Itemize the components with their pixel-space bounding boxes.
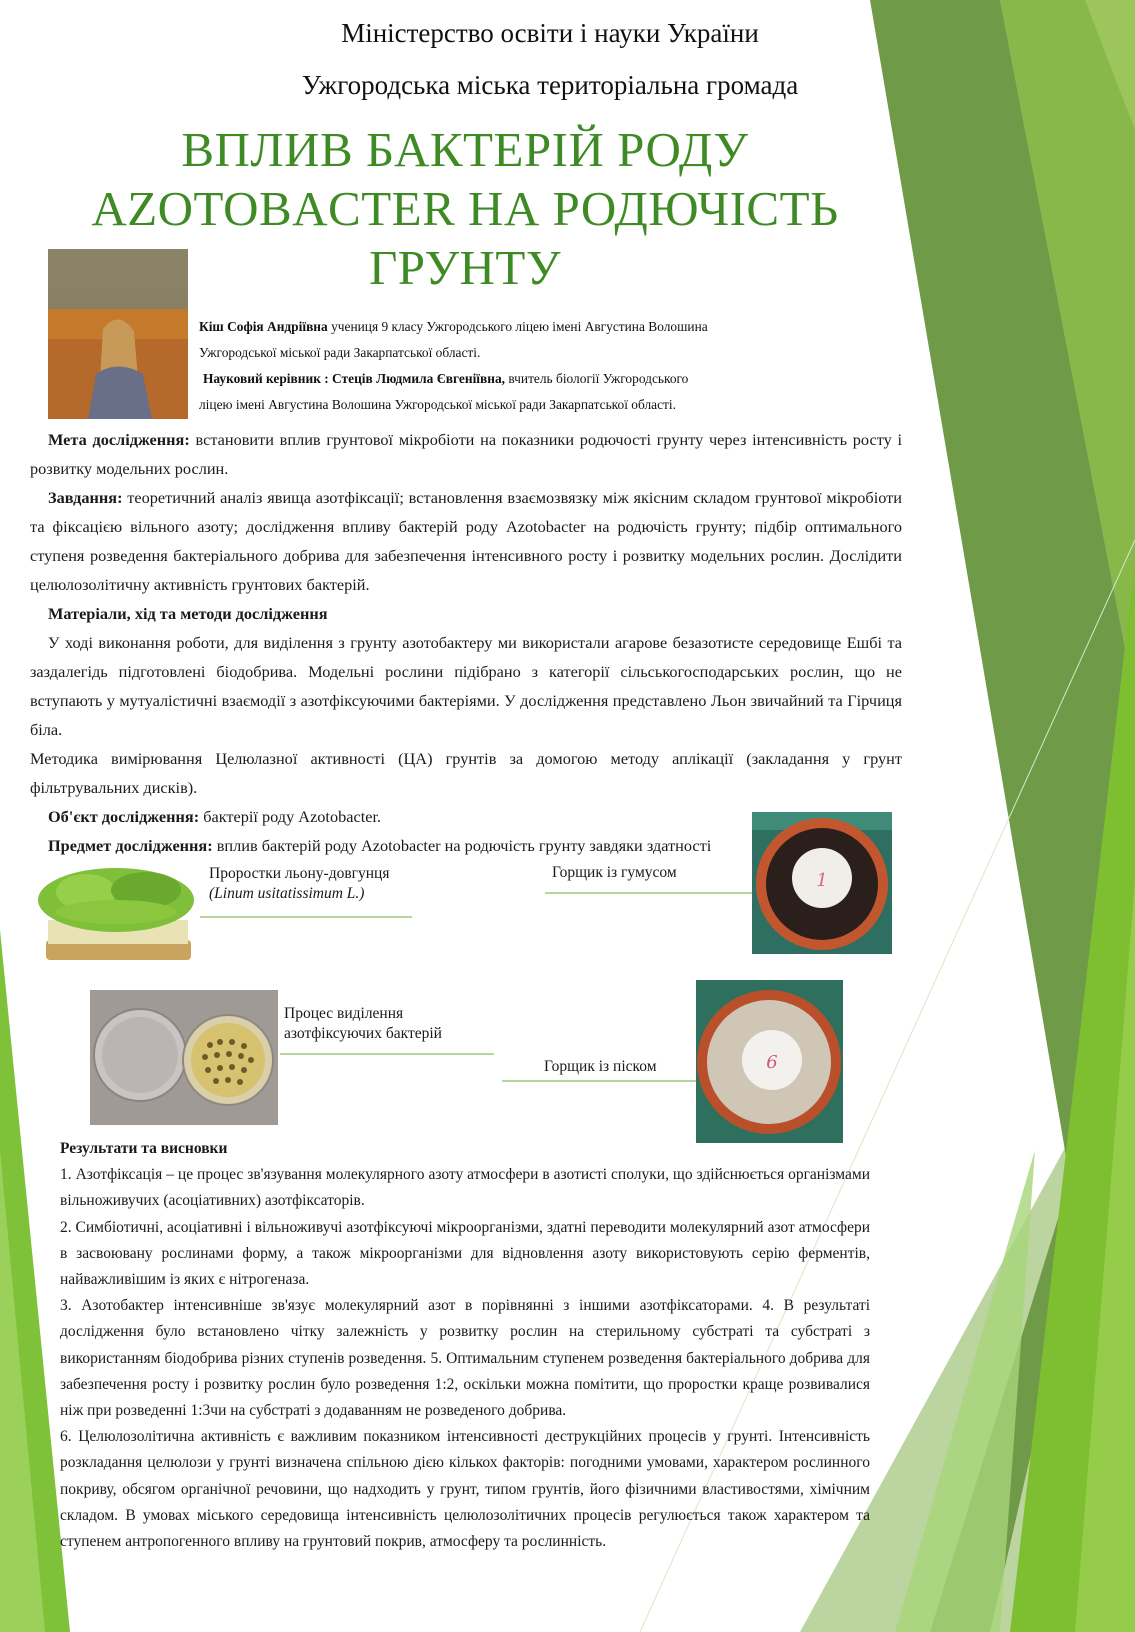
title-line-3: ГРУНТУ	[368, 240, 562, 295]
title-line-1: ВПЛИВ БАКТЕРІЙ РОДУ	[181, 122, 749, 177]
result-paragraph-2: 2. Симбіотичні, асоціативні і вільноживучі азотфіксуючі мікроорганізми, здатні переводити молекулярний азот атмосфери в засвоювану рослинами форму, а також мікроорганізми для відновлення азоту використовують серію ферментів, найважливішим із яких є нітрогеназа.	[60, 1218, 870, 1289]
result-paragraph-6: 6. Целюлозолітична активність є важливим показником інтенсивності деструкційних процесів у грунті. Інтенсивність розкладання целюлози у грунті визначена спільною дією кількох факторів: погодними умовами, характером рослинного покриву, обсягом органічної речовини, що надходить у грунт, типом грунтів, його фізичними властивостями, хімічним складом. В умовах міського середовища інтенсивність целюлозолітичних процесів регулюється також характером та ступенем антропогенного впливу на грунтовий покрив, атмосферу та рослинність.	[60, 1428, 870, 1551]
sand-pot-photo	[696, 980, 843, 1143]
author-photo	[48, 249, 188, 419]
author-school: Ужгородської міської ради Закарпатської області.	[199, 345, 481, 360]
petri-caption-line-2: азотфіксуючих бактерій	[284, 1025, 442, 1042]
supervisor-name: Науковий керівник : Стеців Людмила Євгеніївна,	[203, 371, 506, 386]
methods-heading	[30, 599, 902, 628]
methods-paragraph-2: Методика вимірювання Целюлазної активності (ЦА) грунтів за домогою методу аплікації (закладання у грунт фільтрувальних дисків).	[30, 749, 902, 797]
results-heading-text: Результати та висновки	[60, 1140, 228, 1157]
pot-1-label: 1	[816, 870, 828, 891]
result-paragraph-1: 1. Азотфіксація – це процес зв'язування молекулярного азоту атмосфери в азотисті сполуки, що здійснюється організмами вільноживучих (асоціативних) азотфіксаторів.	[60, 1166, 870, 1210]
flax-caption-line-2: (Linum usitatissimum L.)	[209, 885, 365, 902]
flax-sprouts-photo	[36, 860, 196, 970]
object-label: Об'єкт дослідження:	[48, 807, 200, 826]
methods-paragraph-1: У ході виконання роботи, для виділення з грунту азотобактеру ми використали агарове безазотисте середовище Ешбі та заздалегідь підготовлені біодобрива. Модельні рослини підібрано з категорії сільськогосподарських рослин, що не вступають у мутуалістичні взаємодії з азотфіксуючими бактеріями. У дослідження представлено Льон звичайний та Гірчиця біла.	[30, 633, 902, 739]
author-name: Кіш Софія Андріївна	[199, 319, 328, 334]
results-heading	[60, 1136, 870, 1162]
goal-paragraph	[30, 425, 902, 483]
sand-caption: Горщик із піском	[544, 1058, 657, 1075]
petri-caption	[284, 1004, 504, 1044]
main-body	[30, 425, 902, 860]
ministry-header: Міністерство освіти і науки України	[341, 18, 759, 48]
goal-text: встановити вплив грунтової мікробіоти на показники родючості грунту через інтенсивність росту і розвитку модельних рослин.	[30, 430, 902, 478]
flax-caption	[209, 864, 449, 904]
supervisor-role: вчитель біології Ужгородського	[505, 371, 689, 386]
petri-dish-photo	[90, 990, 278, 1125]
flax-caption-line-1: Проростки льону-довгунця	[209, 865, 390, 882]
flax-pointer-line	[200, 916, 412, 918]
humus-caption: Горщик із гумусом	[552, 864, 677, 881]
author-role: учениця 9 класу Ужгородського ліцею імені Августина Волошина	[327, 319, 708, 334]
tasks-text: теоретичний аналіз явища азотфіксації; встановлення взаємозвязку між якісним складом грунтової мікробіоти та фіксацією вільного азоту; дослідження впливу бактерій роду Azotobacter на родючість грунту; підбір оптимального ступеня розведення бактеріального добрива для забезпечення інтенсивного росту і розвитку модельних рослин. Дослідити целюлозолітичну активність грунтових бактерій.	[30, 488, 902, 594]
supervisor-school: ліцею імені Августина Волошина Ужгородської міської ради Закарпатської області.	[199, 397, 676, 412]
subject-paragraph	[30, 831, 750, 860]
tasks-paragraph	[30, 483, 902, 599]
title-line-2: AZOTOBACTER НА РОДЮЧІСТЬ	[91, 181, 839, 236]
methods-label: Матеріали, хід та методи дослідження	[48, 604, 328, 623]
humus-pointer-line	[545, 892, 753, 894]
subject-label: Предмет дослідження:	[48, 836, 213, 855]
tasks-label: Завдання:	[48, 488, 123, 507]
petri-pointer-line	[280, 1053, 494, 1055]
sand-pointer-line	[502, 1080, 696, 1082]
pot-6-label: 6	[766, 1052, 778, 1073]
results-section	[60, 1136, 870, 1555]
subject-text: вплив бактерій роду Azotobacter на родючість грунту завдяки здатності	[212, 836, 712, 855]
author-info	[199, 314, 819, 418]
community-header: Ужгородська міська територіальна громада	[301, 70, 799, 100]
goal-label: Мета дослідження:	[48, 430, 190, 449]
result-paragraph-3: 3. Азотобактер інтенсивніше зв'язує молекулярний азот в порівнянні з іншими азотфіксаторами. 4. В результаті дослідження було встановлено чітку залежність у розвитку рослин на стерильному субстраті та субстраті з використанням біодобрива різних ступенів розведення. 5. Оптимальним ступенем розведення бактеріального добрива для забезпечення росту і розвитку рослин було розведення 1:2, оскільки можна помітити, що проростки краще розвивалися ніж при розведенні 1:3чи на субстраті з додаванням не розведеного добрива.	[60, 1297, 870, 1420]
petri-caption-line-1: Процес виділення	[284, 1005, 404, 1022]
humus-pot-photo	[752, 812, 892, 954]
object-text: бактерії роду Azotobacter.	[199, 807, 382, 826]
